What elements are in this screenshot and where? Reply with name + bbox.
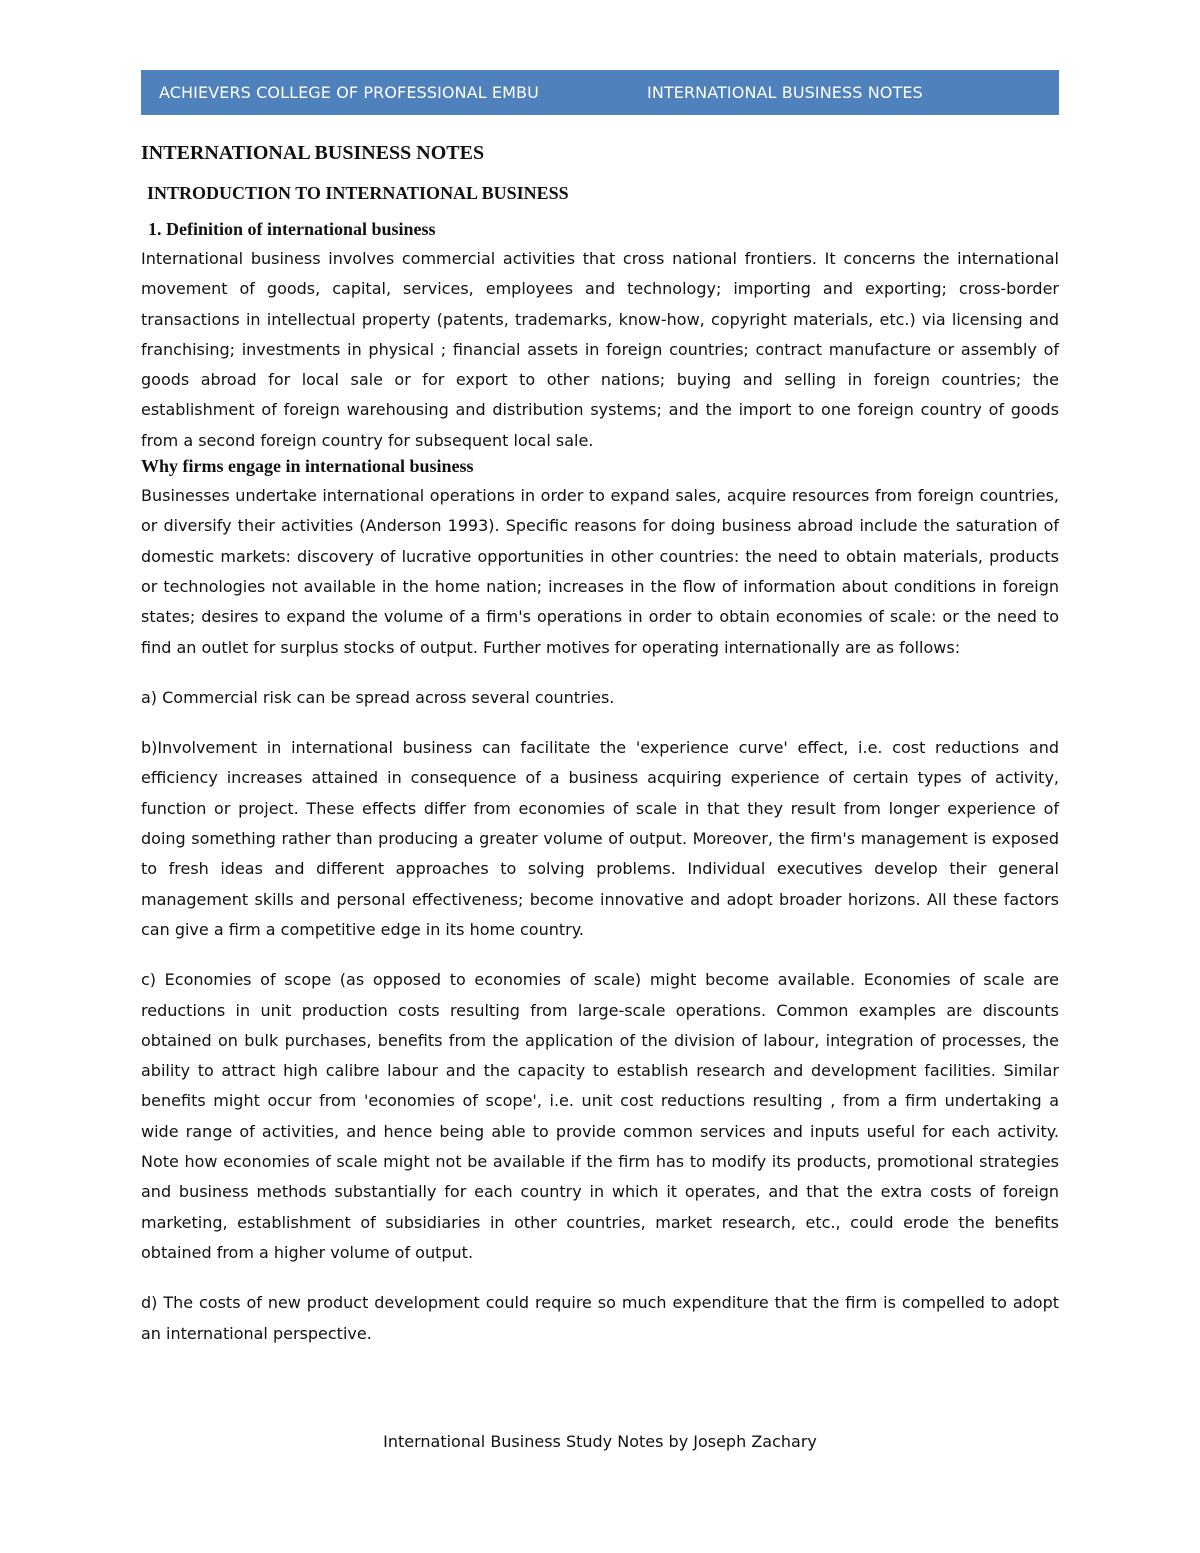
point-a-paragraph: a) Commercial risk can be spread across several countries. bbox=[141, 687, 615, 707]
header-doc-title: INTERNATIONAL BUSINESS NOTES bbox=[647, 83, 923, 102]
point-d-paragraph: d) The costs of new product development could require so much expenditure that the firm is compelled to adopt an international perspective. bbox=[141, 1293, 1059, 1343]
definition-paragraph: International business involves commercial activities that cross national frontiers. It concerns the international movement of goods, capital, services, employees and technology; importing and exporting; cross-border transactions in intellectual property (patents, trademarks, know-how, copyright materials, etc.) via licensing and franchising; investments in physical ; financial assets in foreign countries; contract manufacture or assembly of goods abroad for local sale or for export to other nations; buying and selling in foreign countries; the establishment of foreign warehousing and distribution systems; and the import to one foreign country of goods from a second foreign country for subsequent local sale. bbox=[141, 249, 1059, 450]
header-college-name: ACHIEVERS COLLEGE OF PROFESSIONAL EMBU bbox=[159, 83, 539, 102]
point-c-paragraph: c) Economies of scope (as opposed to economies of scale) might become available. Economies of scale are reductions in unit production costs resulting from large-scale operations. Common examples are discounts obtained on bulk purchases, benefits from the application of the division of labour, integration of processes, the ability to attract high calibre labour and the capacity to establish research and development facilities. Similar benefits might occur from 'economies of scope', i.e. unit cost reductions resulting , from a firm undertaking a wide range of activities, and hence being able to provide common services and inputs useful for each activity. Note how economies of scale might not be available if the firm has to modify its products, promotional strategies and business methods substantially for each country in which it operates, and that the extra costs of foreign marketing, establishment of subsidiaries in other countries, market research, etc., could erode the benefits obtained from a higher volume of output. bbox=[141, 970, 1059, 1262]
definition-heading: 1. Definition of international business bbox=[148, 219, 436, 239]
page-footer: International Business Study Notes by Joseph Zachary bbox=[383, 1432, 817, 1451]
intro-heading: INTRODUCTION TO INTERNATIONAL BUSINESS bbox=[147, 183, 569, 203]
why-firms-paragraph: Businesses undertake international operations in order to expand sales, acquire resources from foreign countries, or diversify their activities (Anderson 1993). Specific reasons for doing business abroad include the saturation of domestic markets: discovery of lucrative opportunities in other countries: the need to obtain materials, products or technologies not available in the home nation; increases in the flow of information about conditions in foreign states; desires to expand the volume of a firm's operations in order to obtain economies of scale: or the need to find an outlet for surplus stocks of output. Further motives for operating internationally are as follows: bbox=[141, 486, 1059, 657]
header-bar bbox=[141, 70, 1059, 115]
point-b-paragraph: b)Involvement in international business can facilitate the 'experience curve' effect, i.e. cost reductions and efficiency increases attained in consequence of a business acquiring experience of certain types of activity, function or project. These effects differ from economies of scale in that they result from longer experience of doing something rather than producing a greater volume of output. Moreover, the firm's management is exposed to fresh ideas and different approaches to solving problems. Individual executives develop their general management skills and personal effectiveness; become innovative and adopt broader horizons. All these factors can give a firm a competitive edge in its home country. bbox=[141, 738, 1059, 939]
why-firms-heading: Why firms engage in international business bbox=[141, 456, 474, 477]
document-body bbox=[141, 140, 1059, 1349]
page-title: INTERNATIONAL BUSINESS NOTES bbox=[141, 142, 485, 164]
